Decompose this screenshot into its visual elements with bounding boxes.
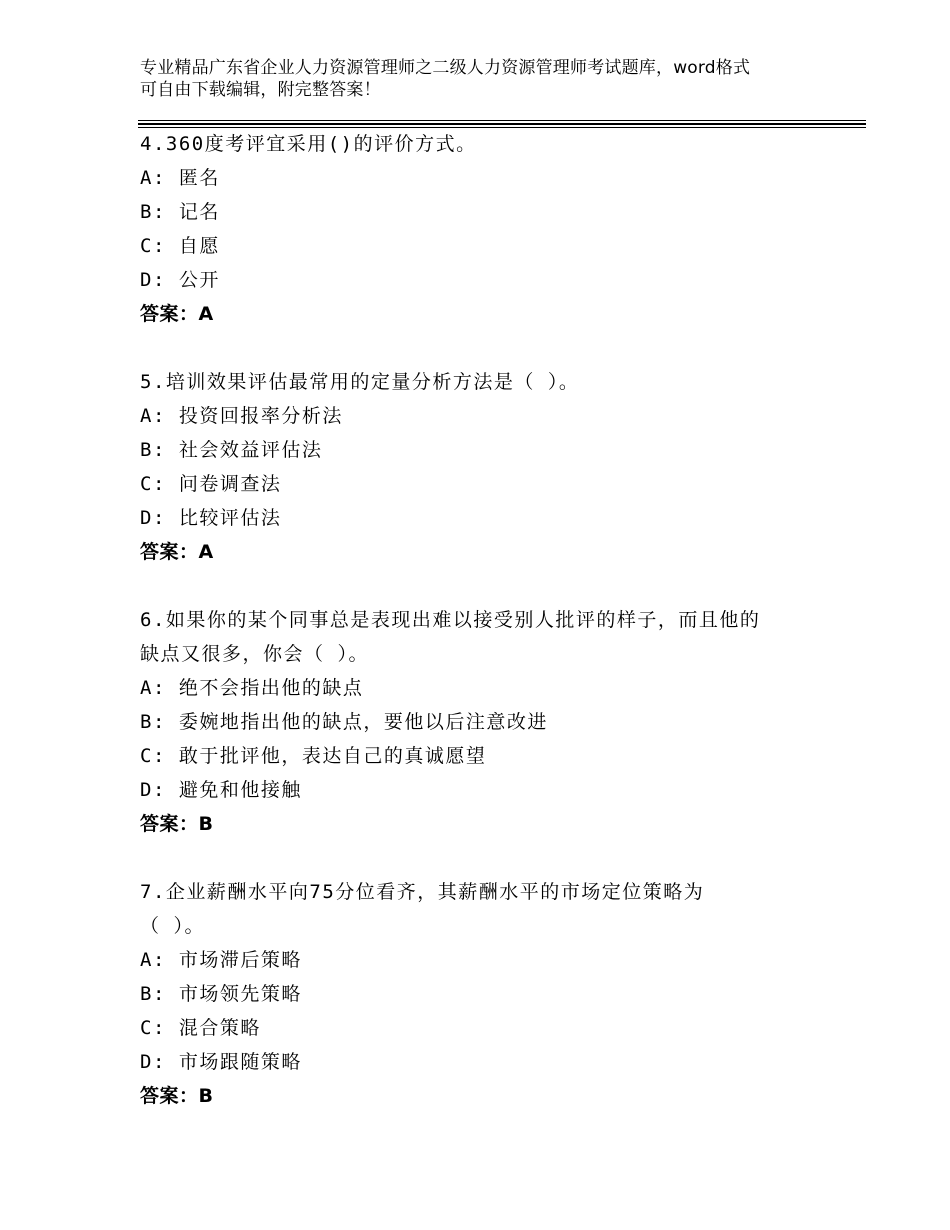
option-c [140,1014,820,1048]
option-b [140,436,820,470]
option-text: 绝不会指出他的缺点 [178,677,364,699]
option-text: 市场领先策略 [178,983,302,1005]
option-c [140,470,820,504]
option-key: D: [140,1051,166,1073]
option-key: A: [140,167,166,189]
question-item [140,878,820,1116]
option-key: C: [140,745,166,767]
question-text: 4.360度考评宜采用()的评价方式。 [140,133,477,155]
question-item [140,130,820,334]
option-key: D: [140,507,166,529]
question-text: 7.企业薪酬水平向75分位看齐，其薪酬水平的市场定位策略为 [140,881,705,903]
option-key: A: [140,949,166,971]
option-text: 市场跟随策略 [178,1051,302,1073]
option-text: 自愿 [178,235,220,257]
option-d [140,266,820,300]
question-item [140,368,820,572]
option-a [140,164,820,198]
option-key: A: [140,677,166,699]
option-text: 混合策略 [178,1017,261,1039]
option-text: 公开 [178,269,220,291]
header-line-1: 专业精品广东省企业人力资源管理师之二级人力资源管理师考试题库，word格式 [140,58,751,78]
question-text: 6.如果你的某个同事总是表现出难以接受别人批评的样子，而且他的 [140,609,761,631]
option-a [140,946,820,980]
option-a [140,674,820,708]
header-divider-thin-bottom [138,127,866,128]
option-key: C: [140,473,166,495]
option-text: 社会效益评估法 [178,439,323,461]
question-text-continued: （ ）。 [140,915,205,937]
header-line-2: 可自由下载编辑，附完整答案！ [140,80,381,100]
option-c [140,232,820,266]
option-a [140,402,820,436]
option-key: C: [140,235,166,257]
option-key: B: [140,983,166,1005]
option-d [140,1048,820,1082]
document-header [140,57,820,101]
answer-line: 答案：B [140,1085,214,1107]
question-item [140,606,820,844]
option-key: D: [140,269,166,291]
option-text: 敢于批评他，表达自己的真诚愿望 [178,745,487,767]
answer-line: 答案：A [140,541,214,563]
option-text: 投资回报率分析法 [178,405,343,427]
option-b [140,708,820,742]
question-text: 5.培训效果评估最常用的定量分析方法是（ ）。 [140,371,580,393]
option-text: 匿名 [178,167,220,189]
option-text: 避免和他接触 [178,779,302,801]
option-d [140,504,820,538]
option-c [140,742,820,776]
option-key: C: [140,1017,166,1039]
header-divider-thick [138,123,866,125]
option-key: D: [140,779,166,801]
question-list [140,130,820,1150]
option-text: 比较评估法 [178,507,282,529]
header-divider-thin-top [138,120,866,121]
option-text: 记名 [178,201,220,223]
option-b [140,980,820,1014]
option-key: A: [140,405,166,427]
option-text: 问卷调查法 [178,473,282,495]
option-text: 委婉地指出他的缺点，要他以后注意改进 [178,711,548,733]
option-d [140,776,820,810]
option-b [140,198,820,232]
option-key: B: [140,439,166,461]
option-text: 市场滞后策略 [178,949,302,971]
option-key: B: [140,711,166,733]
answer-line: 答案：B [140,813,214,835]
question-text-continued: 缺点又很多，你会（ ）。 [140,643,369,665]
answer-line: 答案：A [140,303,214,325]
option-key: B: [140,201,166,223]
